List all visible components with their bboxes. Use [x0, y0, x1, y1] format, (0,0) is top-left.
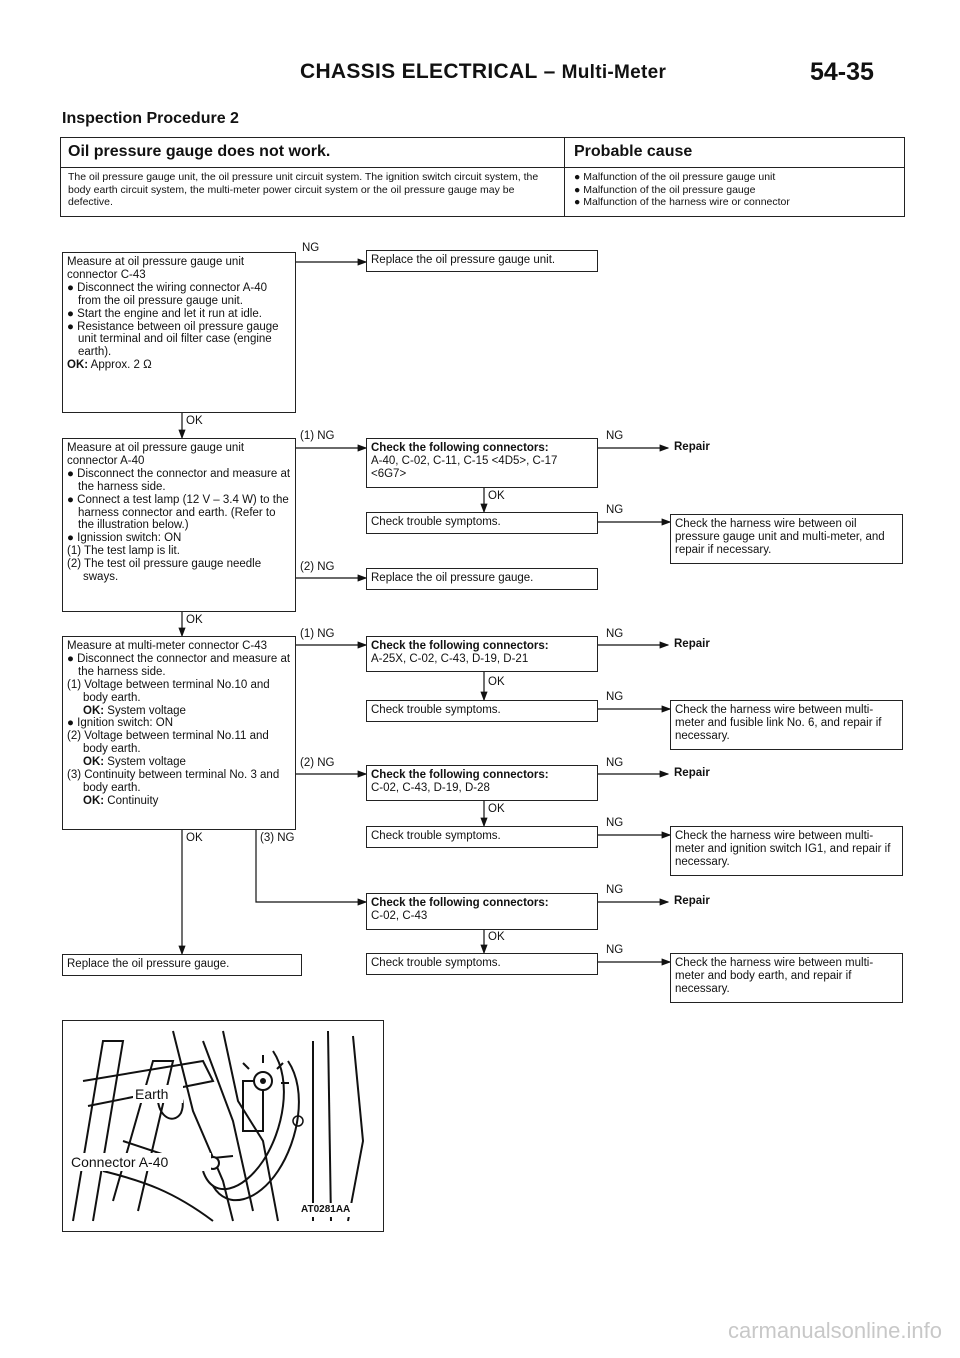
ng-label: NG — [606, 430, 624, 442]
step2-item: (1) The test lamp is lit. — [67, 545, 180, 558]
ng-label: NG — [606, 944, 624, 956]
section-name: CHASSIS ELECTRICAL — [300, 60, 538, 83]
check3-box — [366, 765, 598, 801]
step3-item: (1) Voltage between terminal No.10 and body earth. — [67, 678, 270, 704]
check3-list: C-02, C-43, D-19, D-28 — [371, 781, 490, 794]
label-earth: Earth — [135, 1086, 169, 1102]
check4-list: C-02, C-43 — [371, 909, 428, 922]
step3-item: (2) Voltage between terminal No.11 and body earth. — [67, 730, 269, 756]
connector-illustration — [62, 1020, 384, 1232]
step2-box — [62, 438, 296, 612]
step3-bullet: ● Ignition switch: ON — [67, 717, 174, 730]
ng-label: NG — [302, 242, 320, 254]
step1-ok: OK: Approx. 2 Ω — [67, 359, 152, 372]
step3-bullet: ● Disconnect the connector and measure at the harness side. — [67, 652, 291, 678]
check4-title: Check the following connectors: — [371, 897, 549, 909]
symptom-title: Oil pressure gauge does not work. — [68, 143, 331, 160]
repair-label: Repair — [674, 441, 710, 453]
procedure-title: Inspection Procedure 2 — [62, 110, 239, 127]
harness4-box: Check the harness wire between multi-meter and body earth, and repair if necessary. — [670, 953, 903, 1003]
ng-label: NG — [606, 817, 624, 829]
harness3-box: Check the harness wire between multi-meter and ignition switch IG1, and repair if necessary. — [670, 826, 903, 876]
page-number: 54-35 — [810, 58, 874, 86]
ng3-label: (3) NG — [260, 832, 295, 844]
cause-item: ● Malfunction of the harness wire or connector — [574, 196, 790, 208]
ng-label: NG — [606, 757, 624, 769]
step3-item: (3) Continuity between terminal No. 3 and body earth. — [67, 769, 280, 794]
check2-title: Check the following connectors: — [371, 640, 549, 652]
ok-label: OK — [488, 931, 505, 943]
repair-label: Repair — [674, 767, 710, 779]
step1-bullet: ● Disconnect the wiring connector A-40 from the oil pressure gauge unit. — [67, 281, 268, 307]
ng1-label: (1) NG — [300, 430, 335, 442]
cause-item: ● Malfunction of the oil pressure gauge — [574, 183, 756, 196]
ng-label: NG — [606, 628, 624, 640]
repair-label: Repair — [674, 895, 710, 907]
label-connector: Connector A-40 — [71, 1154, 169, 1170]
ok-label: OK — [186, 415, 203, 427]
trouble4-box: Check trouble symptoms. — [366, 953, 598, 975]
figure-code: AT0281AA — [301, 1204, 351, 1215]
step1-bullet: ● Resistance between oil pressure gauge unit terminal and oil filter case (engine earth). — [67, 320, 279, 359]
check1-title: Check the following connectors: — [371, 442, 549, 454]
ng1-label: (1) NG — [300, 628, 335, 640]
check1-box — [366, 438, 598, 488]
check2-box — [366, 636, 598, 672]
watermark: carmanualsonline.info — [727, 1318, 942, 1343]
cause-item: ● Malfunction of the oil pressure gauge unit — [574, 171, 776, 183]
step2-bullet: ● Disconnect the connector and measure at the harness side. — [67, 467, 291, 493]
repair-label: Repair — [674, 638, 710, 650]
ng-label: NG — [606, 884, 624, 896]
check1-list: A-40, C-02, C-11, C-15 <4D5>, C-17 <6G7> — [371, 454, 558, 480]
final-replace-box: Replace the oil pressure gauge. — [62, 954, 302, 976]
trouble3-box: Check trouble symptoms. — [366, 826, 598, 848]
engine-bay-drawing — [63, 1021, 383, 1231]
ng-label: NG — [606, 504, 624, 516]
step3-ok: OK: System voltage — [83, 704, 186, 717]
symptom-text: The oil pressure gauge unit, the oil pressure unit circuit system. The ignition switch circuit system, the body earth circuit system, the multi-meter power circuit system or the oil pressure gauge may be defective. — [68, 171, 539, 208]
check3-title: Check the following connectors: — [371, 769, 549, 781]
step1-box — [62, 252, 296, 413]
ok-label: OK — [488, 490, 505, 502]
ng-label: NG — [606, 691, 624, 703]
subsection-name: Multi-Meter — [561, 62, 667, 83]
ng2-label: (2) NG — [300, 757, 335, 769]
step2-title: Measure at oil pressure gauge unit connector A-40 — [67, 442, 245, 467]
step3-ok: OK: Continuity — [83, 794, 159, 807]
title-dash: – — [543, 60, 556, 83]
step2-bullet: ● Connect a test lamp (12 V – 3.4 W) to the harness connector and earth. (Refer to the illustration below.) — [67, 493, 289, 532]
step3-box — [62, 636, 296, 830]
trouble2-box: Check trouble symptoms. — [366, 700, 598, 722]
ok-label: OK — [186, 832, 203, 844]
check4-box — [366, 893, 598, 930]
harness2-box: Check the harness wire between multi-meter and fusible link No. 6, and repair if necessary. — [670, 700, 903, 750]
replace-unit-box: Replace the oil pressure gauge unit. — [366, 250, 598, 272]
ng2-label: (2) NG — [300, 561, 335, 573]
check2-list: A-25X, C-02, C-43, D-19, D-21 — [371, 652, 529, 665]
step1-title: Measure at oil pressure gauge unit connector C-43 — [67, 256, 245, 281]
ok-label: OK — [488, 803, 505, 815]
step1-bullet: ● Start the engine and let it run at idle. — [67, 307, 262, 320]
ok-label: OK — [488, 676, 505, 688]
replace-gauge-box: Replace the oil pressure gauge. — [366, 568, 598, 590]
step3-ok: OK: System voltage — [83, 756, 186, 769]
step2-bullet: ● Ignission switch: ON — [67, 532, 182, 545]
harness1-box: Check the harness wire between oil pressure gauge unit and multi-meter, and repair if necessary. — [670, 514, 903, 564]
step3-title: Measure at multi-meter connector C-43 — [67, 640, 268, 652]
ok-label: OK — [186, 614, 203, 626]
step2-item: (2) The test oil pressure gauge needle sways. — [67, 558, 262, 584]
cause-title: Probable cause — [574, 143, 693, 160]
trouble1-box: Check trouble symptoms. — [366, 512, 598, 534]
